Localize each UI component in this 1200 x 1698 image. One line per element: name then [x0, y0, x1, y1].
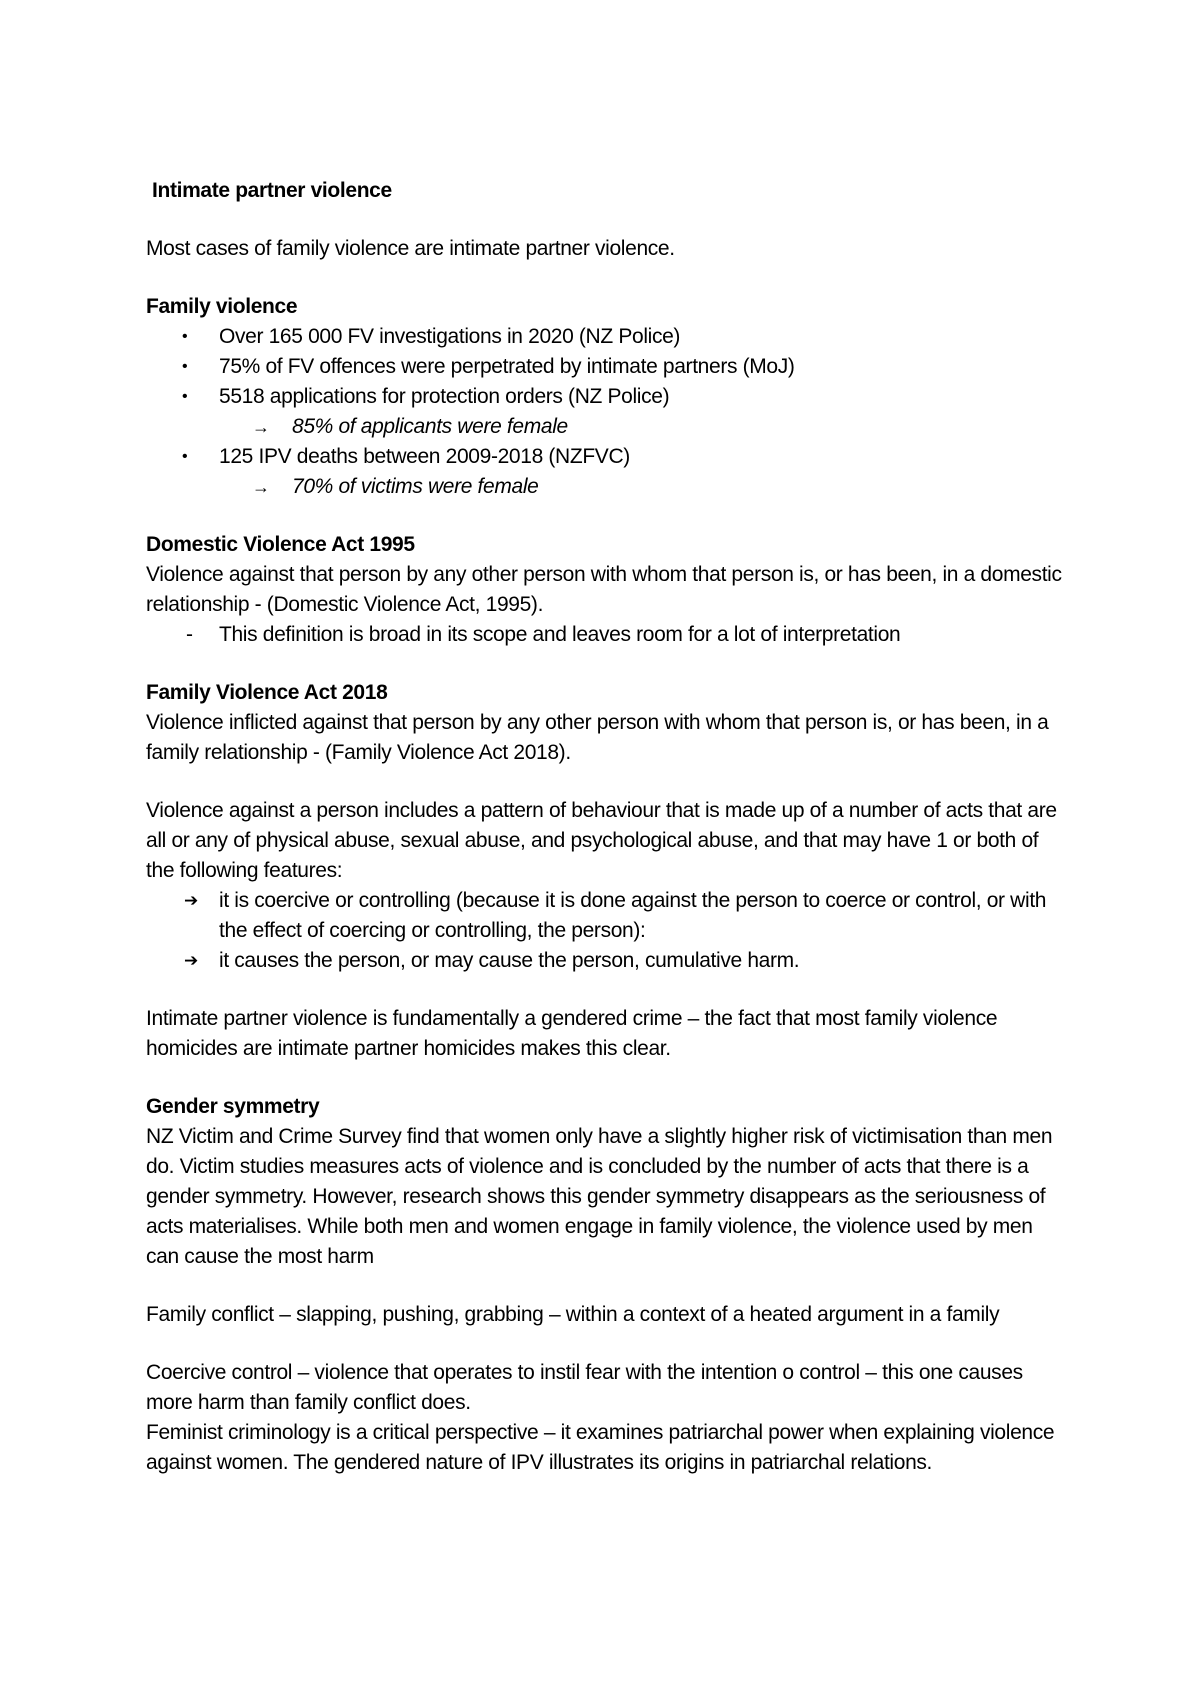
sub-item [146, 412, 1066, 442]
spacer [146, 768, 1066, 796]
spacer [146, 264, 1066, 292]
gender-symmetry-paragraph: NZ Victim and Crime Survey find that women only have a slightly higher risk of victimisation than men do. Victim studies measures acts of violence and is concluded by the number of acts that there is a gender symmetry. However, research shows this gender symmetry disappears as the seriousness of acts materialises. While both men and women engage in family violence, the violence used by men can cause the most harm [146, 1125, 1053, 1268]
sub-item [146, 472, 1066, 502]
bullet-icon: • [182, 388, 188, 405]
list-item-text: 125 IPV deaths between 2009-2018 (NZFVC) [219, 445, 630, 468]
family-violence-heading: Family violence [146, 295, 298, 318]
list-item [146, 442, 1066, 472]
sub-item-text: 85% of applicants were female [292, 415, 568, 438]
fva-definition: Violence inflicted against that person by any other person with whom that person is, or has been, in a family relationship - (Family Violence Act 2018). [146, 711, 1049, 764]
dva-definition: Violence against that person by any other person with whom that person is, or has been, in a domestic relationship - (Domestic Violence Act, 1995). [146, 563, 1062, 616]
list-item-text: 5518 applications for protection orders (NZ Police) [219, 385, 670, 408]
family-violence-list-continued [146, 442, 1066, 472]
arrow-bullet-icon: ➔ [184, 951, 198, 970]
list-item-text: Over 165 000 FV investigations in 2020 (NZ Police) [219, 325, 681, 348]
feature-list-item [146, 886, 1066, 946]
list-item [146, 352, 1066, 382]
list-item-text: 75% of FV offences were perpetrated by intimate partners (MoJ) [219, 355, 795, 378]
gendered-crime-paragraph: Intimate partner violence is fundamentally a gendered crime – the fact that most family violence homicides are intimate partner homicides makes this clear. [146, 1007, 998, 1060]
list-item [146, 322, 1066, 352]
feature-text: it causes the person, or may cause the person, cumulative harm. [219, 949, 800, 972]
spacer [146, 206, 1066, 234]
feature-text: it is coercive or controlling (because it is done against the person to coerce or control, or with the effect of coercing or controlling, the person): [219, 889, 1047, 942]
feature-list-item [146, 946, 1066, 976]
fva-pattern-paragraph: Violence against a person includes a pattern of behaviour that is made up of a number of acts that are all or any of physical abuse, sexual abuse, and psychological abuse, and that may have 1 or both of the following features: [146, 799, 1057, 882]
coercive-control-paragraph: Coercive control – violence that operates to instil fear with the intention o control – this one causes more harm than family conflict does. [146, 1361, 1023, 1414]
family-violence-list [146, 322, 1066, 412]
arrow-right-icon: → [252, 417, 270, 437]
intro-paragraph: Most cases of family violence are intimate partner violence. [146, 237, 675, 260]
dash-list-item [146, 620, 1066, 650]
spacer [146, 976, 1066, 1004]
sub-item-text: 70% of victims were female [292, 475, 539, 498]
document-page [146, 176, 1066, 1478]
spacer [146, 650, 1066, 678]
dva-heading: Domestic Violence Act 1995 [146, 533, 415, 556]
bullet-icon: • [182, 448, 188, 465]
bullet-icon: • [182, 328, 188, 345]
arrow-bullet-icon: ➔ [184, 891, 198, 910]
list-item [146, 382, 1066, 412]
document-title: Intimate partner violence [152, 179, 392, 202]
arrow-right-icon: → [252, 477, 270, 497]
spacer [146, 1064, 1066, 1092]
bullet-icon: • [182, 358, 188, 375]
spacer [146, 1330, 1066, 1358]
gender-symmetry-heading: Gender symmetry [146, 1095, 320, 1118]
fva-heading: Family Violence Act 2018 [146, 681, 388, 704]
dva-note: This definition is broad in its scope and leaves room for a lot of interpretation [219, 623, 901, 646]
feminist-criminology-paragraph: Feminist criminology is a critical perspective – it examines patriarchal power when explaining violence against women. The gendered nature of IPV illustrates its origins in patriarchal relations. [146, 1421, 1055, 1474]
dash-icon: - [186, 623, 193, 646]
spacer [146, 502, 1066, 530]
spacer [146, 1272, 1066, 1300]
family-conflict-paragraph: Family conflict – slapping, pushing, grabbing – within a context of a heated argument in a family [146, 1303, 1000, 1326]
